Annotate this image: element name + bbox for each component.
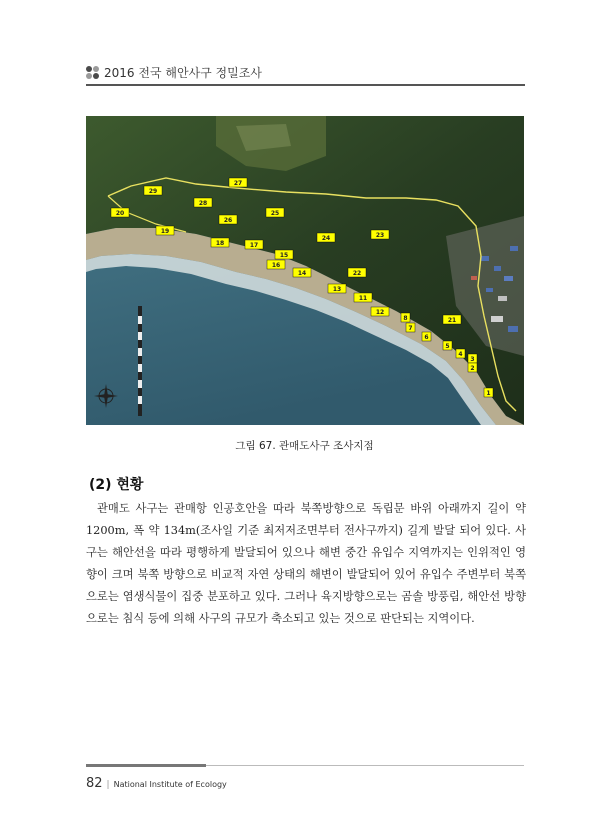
survey-point	[267, 260, 285, 269]
figure-caption: 그림 67. 관매도사구 조사지점	[235, 440, 374, 452]
header-dots-icon	[86, 66, 100, 80]
survey-point	[293, 268, 311, 277]
survey-point	[229, 178, 247, 187]
svg-text:15: 15	[279, 252, 289, 259]
svg-text:4: 4	[458, 351, 463, 358]
survey-point	[211, 238, 229, 247]
svg-text:28: 28	[198, 200, 208, 207]
survey-point	[194, 198, 212, 207]
survey-point	[468, 354, 477, 363]
footer-organization: National Institute of Ecology	[113, 780, 227, 789]
survey-point	[156, 226, 174, 235]
body-text	[86, 498, 526, 630]
svg-text:19: 19	[160, 228, 170, 235]
svg-text:3: 3	[470, 356, 475, 363]
survey-point	[317, 233, 335, 242]
svg-text:7: 7	[408, 325, 413, 332]
page-footer	[86, 772, 227, 791]
survey-point	[468, 363, 477, 372]
survey-point	[484, 388, 493, 397]
page-number: 82	[86, 776, 103, 791]
svg-text:6: 6	[424, 334, 429, 341]
survey-point	[266, 208, 284, 217]
svg-text:16: 16	[271, 262, 281, 269]
survey-point	[456, 349, 465, 358]
survey-point	[245, 240, 263, 249]
svg-text:21: 21	[447, 317, 457, 324]
survey-point	[328, 284, 346, 293]
survey-point	[371, 230, 389, 239]
scale-bar	[138, 306, 142, 416]
svg-text:20: 20	[115, 210, 125, 217]
header-rule	[86, 84, 525, 86]
footer-separator: |	[106, 780, 110, 790]
svg-text:17: 17	[249, 242, 259, 249]
footer-rule	[86, 764, 206, 767]
svg-text:11: 11	[358, 295, 368, 302]
svg-text:29: 29	[148, 188, 158, 195]
survey-point	[422, 332, 431, 341]
aerial-photo-svg	[86, 116, 524, 425]
svg-text:13: 13	[332, 286, 342, 293]
svg-text:5: 5	[445, 343, 450, 350]
svg-text:22: 22	[352, 270, 362, 277]
body-paragraph: 관매도 사구는 관매항 인공호안을 따라 북쪽방향으로 독립문 바위 아래까지 길이 약 1200m, 폭 약 134m(조사일 기준 최저저조면부터 전사구까지) 길게 발달 되어 있다. 사구는 해안선을 따라 평행하게 발달되어 있으나 해변 중간 유입수 지역까지는 인위적인 영향이 크며 북쪽 방향으로 비교적 자연 상태의 해변이 발달되어 있어 유입수 주변부터 북쪽으로는 염생식물이 집중 분포하고 있다. 그러나 육지방향으로는 곰솔 방풍림, 해안선 방향으로는 침식 등에 의해 사구의 규모가 축소되고 있는 것으로 판단되는 지역이다.	[86, 502, 526, 625]
svg-text:1: 1	[486, 390, 491, 397]
footer-rule-thin	[206, 765, 524, 766]
survey-point	[275, 250, 293, 259]
svg-text:12: 12	[375, 309, 385, 316]
survey-point	[348, 268, 366, 277]
svg-text:27: 27	[233, 180, 243, 187]
svg-text:2: 2	[470, 365, 475, 372]
svg-text:23: 23	[375, 232, 385, 239]
svg-text:8: 8	[403, 315, 408, 322]
survey-point	[219, 215, 237, 224]
svg-text:25: 25	[270, 210, 280, 217]
section-title: (2) 현황	[89, 477, 144, 493]
svg-text:24: 24	[321, 235, 331, 242]
survey-point	[401, 313, 410, 322]
svg-text:14: 14	[297, 270, 307, 277]
survey-point	[111, 208, 129, 217]
svg-text:26: 26	[223, 217, 233, 224]
survey-point	[371, 307, 389, 316]
survey-point	[354, 293, 372, 302]
survey-point	[406, 323, 415, 332]
survey-point	[443, 341, 452, 350]
survey-point	[144, 186, 162, 195]
header-title: 2016 전국 해안사구 정밀조사	[104, 66, 262, 80]
svg-text:18: 18	[215, 240, 225, 247]
survey-point	[443, 315, 461, 324]
aerial-photo	[86, 116, 524, 425]
